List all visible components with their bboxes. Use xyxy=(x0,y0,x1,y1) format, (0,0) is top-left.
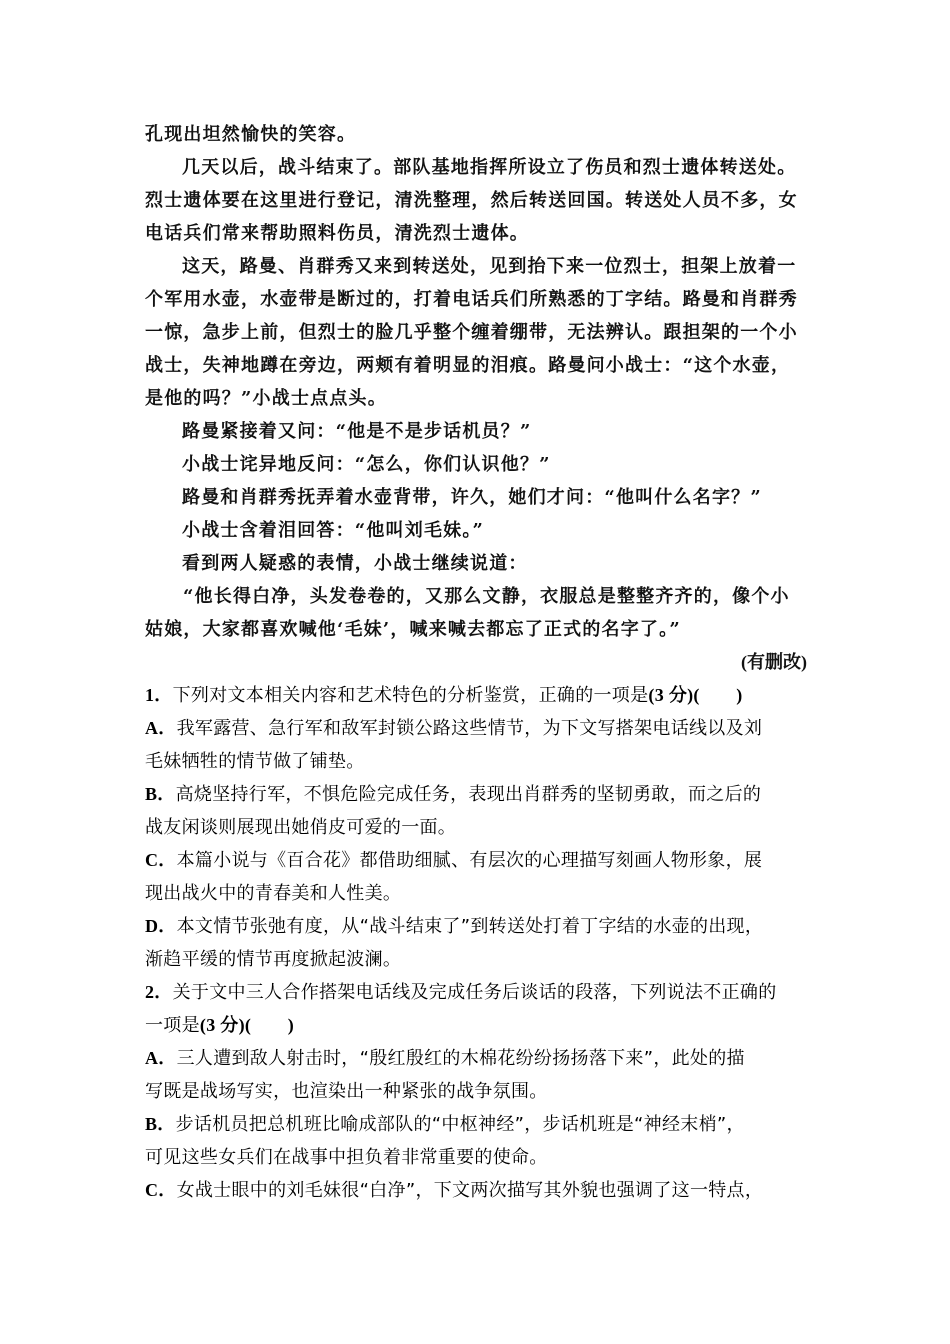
passage-line: 几天以后，战斗结束了。部队基地指挥所设立了伤员和烈士遗体转送处。 xyxy=(182,157,797,178)
option-label: D． xyxy=(145,916,177,936)
option-label: A． xyxy=(145,1048,177,1068)
question-score: (3 分)( ) xyxy=(648,685,743,705)
option-a-line2: 毛妹牺牲的情节做了铺垫。 xyxy=(145,751,365,772)
passage-line: 一惊，急步上前，但烈士的脸几乎整个缠着绷带，无法辨认。跟担架的一个小 xyxy=(145,322,798,343)
option-c-line1 xyxy=(145,1174,807,1207)
option-text: 三人遭到敌人射击时，“殷红殷红的木棉花纷纷扬扬落下来”，此处的描 xyxy=(176,1048,745,1069)
option-text: 高烧坚持行军，不惧危险完成任务，表现出肖群秀的坚韧勇敢，而之后的 xyxy=(175,784,762,805)
passage-line: 是他的吗？”小战士点点头。 xyxy=(145,388,387,409)
question-2-stem xyxy=(145,976,807,1009)
option-label: B． xyxy=(145,1114,176,1134)
passage-line: 电话兵们常来帮助照料伤员，清洗烈士遗体。 xyxy=(145,223,529,244)
option-b-line1 xyxy=(145,1108,807,1141)
option-b-line2: 战友闲谈则展现出她俏皮可爱的一面。 xyxy=(145,817,457,838)
passage-line: 小战士诧异地反问：“怎么，你们认识他？” xyxy=(182,454,551,475)
passage-line: 这天，路曼、肖群秀又来到转送处，见到抬下来一位烈士，担架上放着一 xyxy=(182,256,797,277)
question-text: 关于文中三人合作搭架电话线及完成任务后谈话的段落，下列说法不正确的 xyxy=(172,982,777,1003)
passage-line: 小战士含着泪回答：“他叫刘毛妹。” xyxy=(182,520,485,541)
option-label: C． xyxy=(145,1180,177,1200)
passage-line: 孔现出坦然愉快的笑容。 xyxy=(145,124,357,145)
option-a-line1 xyxy=(145,712,807,745)
question-2-stem-line2 xyxy=(145,1009,807,1042)
option-c-line2: 现出战火中的青春美和人性美。 xyxy=(145,883,402,904)
source-note: (有删改) xyxy=(741,652,807,672)
option-a-line1 xyxy=(145,1042,807,1075)
passage-line: 个军用水壶，水壶带是断过的，打着电话兵们所熟悉的丁字结。路曼和肖群秀 xyxy=(145,289,798,310)
question-text: 一项是 xyxy=(145,1015,200,1036)
passage-line: “他长得白净，头发卷卷的，又那么文静，衣服总是整整齐齐的，像个小 xyxy=(183,586,790,607)
passage-line: 姑娘，大家都喜欢喊他‘毛妹’，喊来喊去都忘了正式的名字了。” xyxy=(145,619,681,640)
option-a-line2: 写既是战场写实，也渲染出一种紧张的战争氛围。 xyxy=(145,1081,548,1102)
question-text: 下列对文本相关内容和艺术特色的分析鉴赏，正确的一项是 xyxy=(172,685,649,706)
option-d-line2: 渐趋平缓的情节再度掀起波澜。 xyxy=(145,949,402,970)
option-label: B． xyxy=(145,784,176,804)
option-label: A． xyxy=(145,718,177,738)
option-b-line2: 可见这些女兵们在战事中担负着非常重要的使命。 xyxy=(145,1147,548,1168)
passage-line: 路曼紧接着又问：“他是不是步话机员？” xyxy=(182,421,532,442)
option-text: 女战士眼中的刘毛妹很“白净”，下文两次描写其外貌也强调了这一特点， xyxy=(176,1180,764,1201)
option-text: 本篇小说与《百合花》都借助细腻、有层次的心理描写刻画人物形象，展 xyxy=(176,850,763,871)
passage-line: 路曼和肖群秀抚弄着水壶背带，许久，她们才问：“他叫什么名字？” xyxy=(182,487,762,508)
option-c-line1 xyxy=(145,844,807,877)
passage-line: 烈士遗体要在这里进行登记，清洗整理，然后转送回国。转送处人员不多，女 xyxy=(145,190,798,211)
option-d-line1 xyxy=(145,910,807,943)
question-score: (3 分)( ) xyxy=(199,1015,295,1035)
option-text: 步话机员把总机班比喻成部队的“中枢神经”，步话机班是“神经末梢”， xyxy=(175,1114,745,1135)
option-text: 我军露营、急行军和敌军封锁公路这些情节，为下文写搭架电话线以及刘 xyxy=(176,718,763,739)
document-content xyxy=(145,118,807,1207)
option-label: C． xyxy=(145,850,177,870)
question-number: 2． xyxy=(145,982,173,1002)
passage-line: 看到两人疑惑的表情，小战士继续说道： xyxy=(182,553,528,574)
passage-line: 战士，失神地蹲在旁边，两颊有着明显的泪痕。路曼问小战士：“这个水壶， xyxy=(145,355,791,376)
option-text: 本文情节张弛有度，从“战斗结束了”到转送处打着丁字结的水壶的出现， xyxy=(176,916,764,937)
option-b-line1 xyxy=(145,778,807,811)
question-number: 1． xyxy=(145,685,173,705)
question-1-stem xyxy=(145,679,807,712)
